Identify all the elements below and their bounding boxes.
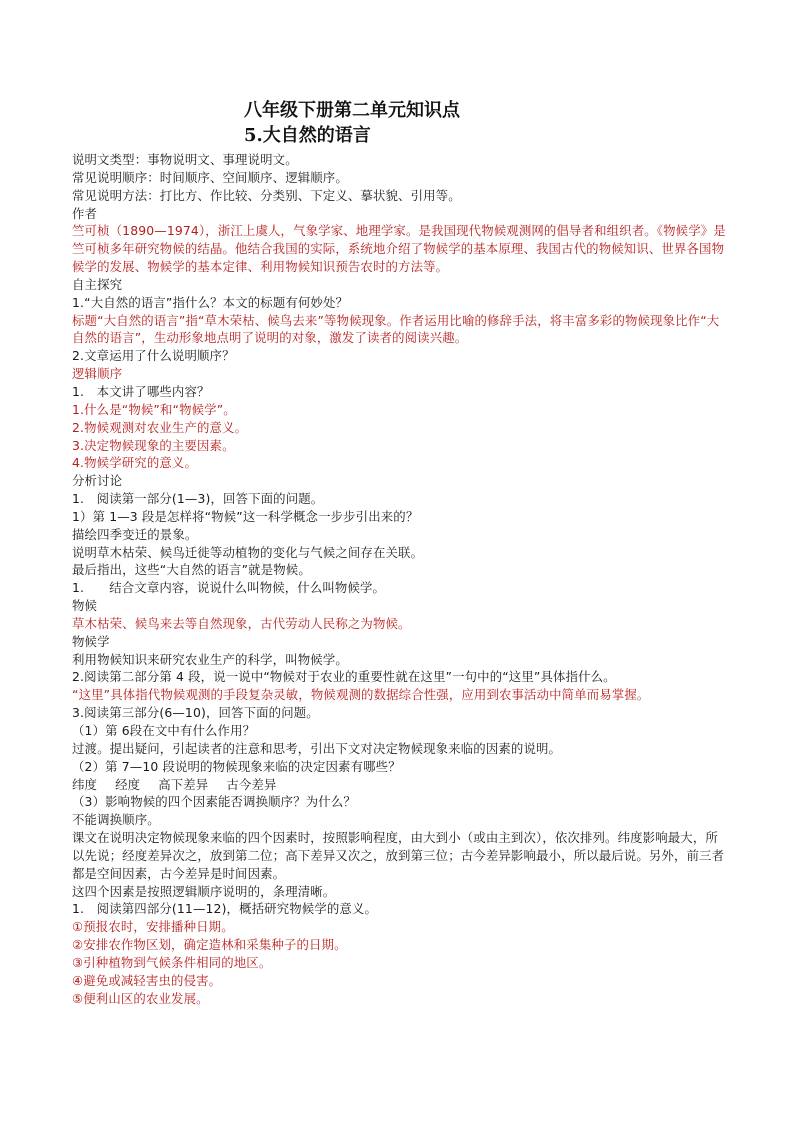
part3-subanswer-3b: 课文在说明决定物候现象来临的四个因素时，按照影响程度，由大到小（或由主到次），依次排列。纬度影响最大，所以先说；经度差异次之，放到第二位；高下差异又次之，放到第三位；古今差异影响最小，所以最后说。另外，前三者都是空间因素，古今差异是时间因素。 [72,830,725,881]
factor-era: 古今差异 [226,776,277,792]
list-item: 2.物候观测对农业生产的意义。 [72,419,248,435]
part3-subquestion-1: （1）第 6段在文中有什么作用？ [72,723,256,738]
explore-question-1: 1.“大自然的语言”指什么？本文的标题有何妙处？ [72,294,349,310]
intro-types: 说明文类型：事物说明文、事理说明文。 [72,152,298,167]
wuhou-label: 物候 [72,598,98,614]
document-page [72,98,726,1008]
part1-question: 1. 阅读第一部分(1—3)，回答下面的问题。 [72,491,324,507]
wuhou-definition: 草木枯荣、候鸟来去等自然现象，古代劳动人民称之为物候。 [72,615,411,631]
part3-subanswer-1: 过渡。提出疑问，引起读者的注意和思考，引出下文对决定物候现象来临的因素的说明。 [72,740,562,756]
intro-orders: 常见说明顺序：时间顺序、空间顺序、逻辑顺序。 [72,169,348,185]
part3-subanswer-3c: 这四个因素是按照逻辑顺序说明的，条理清晰。 [72,883,336,899]
part3-subquestion-3: （3）影响物候的四个因素能否调换顺序？为什么？ [72,794,356,810]
part2-answer: “这里”具体指代物候观测的手段复杂灵敏，物候观测的数据综合性强，应用到农事活动中简单而易掌握。 [72,687,650,703]
explore-question-3: 1. 本文讲了哪些内容？ [72,383,210,399]
list-item: 4.物候学研究的意义。 [72,455,197,471]
list-item: 1.什么是“物候”和“物候学”。 [72,401,236,417]
author-heading: 作者 [72,205,98,221]
part1-answer: 最后指出，这些“大自然的语言”就是物候。 [72,562,311,578]
analysis-heading: 分析讨论 [72,473,123,489]
factor-altitude: 高下差异 [158,776,209,792]
part1-question-2: 1. 结合文章内容，说说什么叫物候，什么叫物候学。 [72,580,386,596]
list-item: ⑤便利山区的农业发展。 [72,990,209,1006]
part2-question: 2.阅读第二部分第 4 段，说一说中“物候对于农业的重要性就在这里”一句中的“这里”具体指什么。 [72,669,616,685]
list-item: 3.决定物候现象的主要因素。 [72,437,235,453]
factor-longitude: 经度 [115,776,141,792]
list-item: ③引种植物到气候条件相同的地区。 [72,954,272,970]
intro-methods: 常见说明方法：打比方、作比较、分类别、下定义、摹状貌、引用等。 [72,187,461,203]
lesson-title: 5.大自然的语言 [244,125,371,146]
explore-heading: 自主探究 [72,276,123,292]
part4-question: 1. 阅读第四部分(11—12)，概括研究物候学的意义。 [72,901,378,917]
part1-answer: 描绘四季变迁的景象。 [72,526,198,542]
page-title: 八年级下册第二单元知识点 [244,100,460,121]
list-item: ②安排农作物区划，确定造林和采集种子的日期。 [72,937,347,953]
author-text: 竺可桢（1890—1974），浙江上虞人，气象学家、地理学家。是我国现代物候观测网的倡导者和组织者。《物候学》是竺可桢多年研究物候的结晶。他结合我国的实际，系统地介绍了物候学的基本原理、我国古代的物候知识、世界各国物候学的发展、物候学的基本定律、利用物候知识预告农时的方法等。 [72,223,726,275]
document-body [72,151,726,1008]
part3-subanswer-3a: 不能调换顺序。 [72,812,160,828]
part3-subquestion-2: （2）第 7—10 段说明的物候现象来临的决定因素有哪些？ [72,758,401,774]
part1-answer: 说明草木枯荣、候鸟迁徙等动植物的变化与气候之间存在关联。 [72,544,424,560]
explore-answer-1: 标题“大自然的语言”指“草木荣枯、候鸟去来”等物候现象。作者运用比喻的修辞手法，将丰富多彩的物候现象比作“大自然的语言”，生动形象地点明了说明的对象，激发了读者的阅读兴趣。 [72,312,720,346]
list-item: ④避免或减轻害虫的侵害。 [72,972,222,988]
factor-list [72,776,726,794]
explore-question-2: 2.文章运用了什么说明顺序？ [72,348,235,364]
part3-question: 3.阅读第三部分(6—10)，回答下面的问题。 [72,705,319,721]
wuhouxue-label: 物候学 [72,633,110,649]
explore-answer-2: 逻辑顺序 [72,366,123,382]
part1-subquestion: 1）第 1—3 段是怎样将“物候”这一科学概念一步步引出来的？ [72,508,419,524]
wuhouxue-definition: 利用物候知识来研究农业生产的科学，叫物候学。 [72,651,348,667]
list-item: ①预报农时，安排播种日期。 [72,919,234,935]
factor-latitude: 纬度 [72,776,98,792]
